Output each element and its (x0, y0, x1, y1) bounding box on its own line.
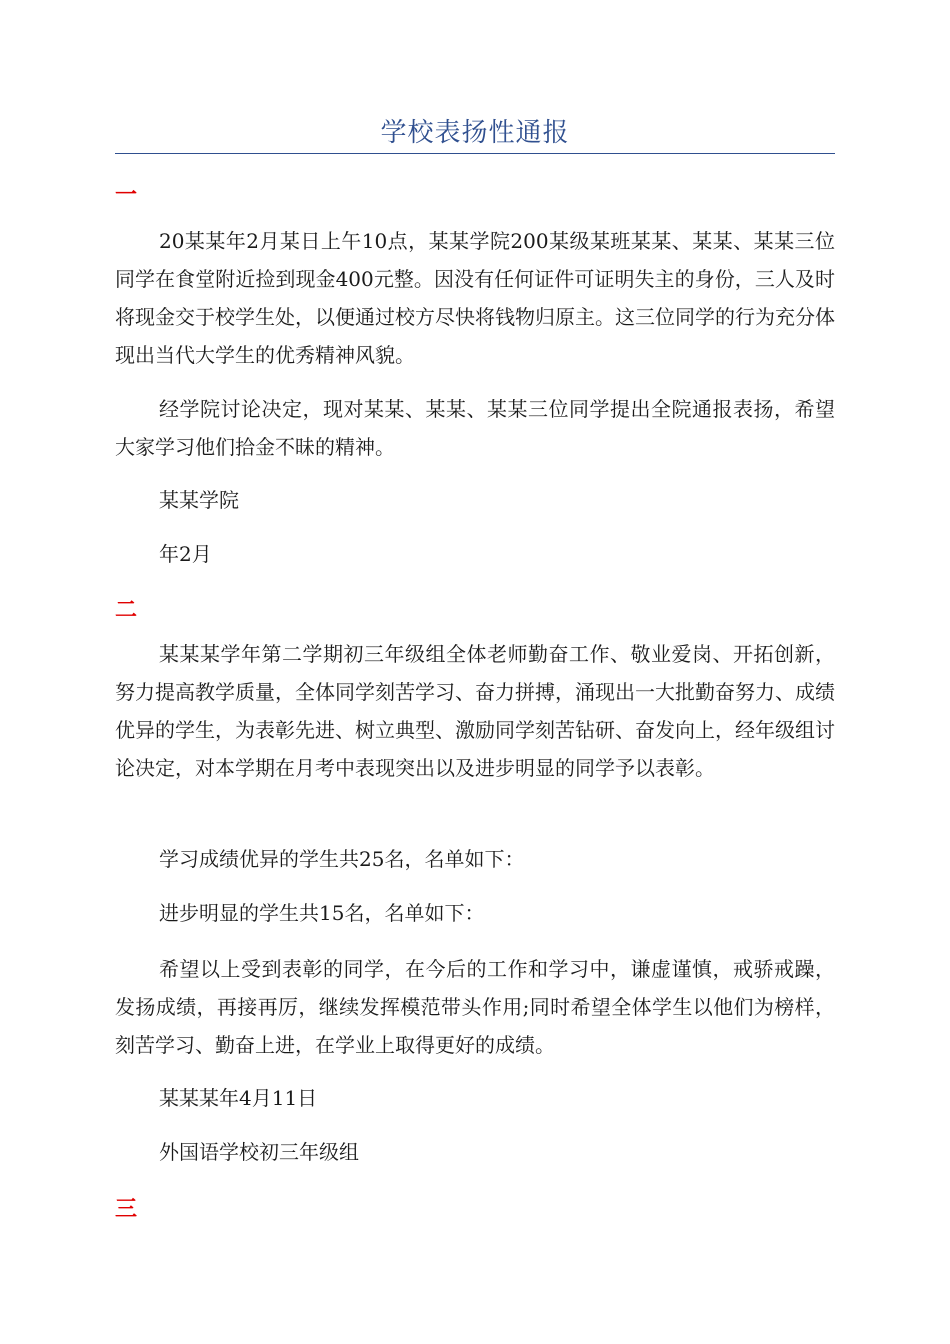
section-1-paragraph-1: 20某某年2月某日上午10点，某某学院200某级某班某某、某某、某某三位同学在食堂附近捡到现金400元整。因没有任何证件可证明失主的身份，三人及时将现金交于校学生处，以便通过校方尽快将钱物归原主。这三位同学的行为充分体现出当代大学生的优秀精神风貌。 (115, 229, 835, 367)
section-2-paragraph-4: 希望以上受到表彰的同学，在今后的工作和学习中，谦虚谨慎，戒骄戒躁，发扬成绩，再接再厉，继续发挥模范带头作用;同时希望全体学生以他们为榜样，刻苦学习、勤奋上进，在学业上取得更好的成绩。 (115, 957, 835, 1057)
section-mark-3: 三 (115, 1197, 138, 1222)
section-2-paragraph-2: 学习成绩优异的学生共25名，名单如下： (159, 847, 525, 871)
section-1-paragraph-2: 经学院讨论决定，现对某某、某某、某某三位同学提出全院通报表扬，希望大家学习他们拾金不昧的精神。 (115, 397, 835, 459)
section-1-signature: 某某学院 (159, 488, 239, 512)
section-2-signature: 外国语学校初三年级组 (159, 1140, 359, 1164)
section-2-paragraph-3: 进步明显的学生共15名，名单如下： (159, 901, 485, 925)
section-1-date: 年2月 (159, 542, 212, 566)
section-mark-2: 二 (115, 598, 138, 623)
section-mark-1: 一 (115, 183, 138, 208)
section-2-date: 某某某年4月11日 (159, 1086, 318, 1110)
title-underline (115, 153, 835, 154)
document-title: 学校表扬性通报 (380, 118, 570, 148)
section-2-paragraph-1: 某某某学年第二学期初三年级组全体老师勤奋工作、敬业爱岗、开拓创新，努力提高教学质量，全体同学刻苦学习、奋力拼搏，涌现出一大批勤奋努力、成绩优异的学生，为表彰先进、树立典型、激励同学刻苦钻研、奋发向上，经年级组讨论决定，对本学期在月考中表现突出以及进步明显的同学予以表彰。 (115, 642, 835, 780)
